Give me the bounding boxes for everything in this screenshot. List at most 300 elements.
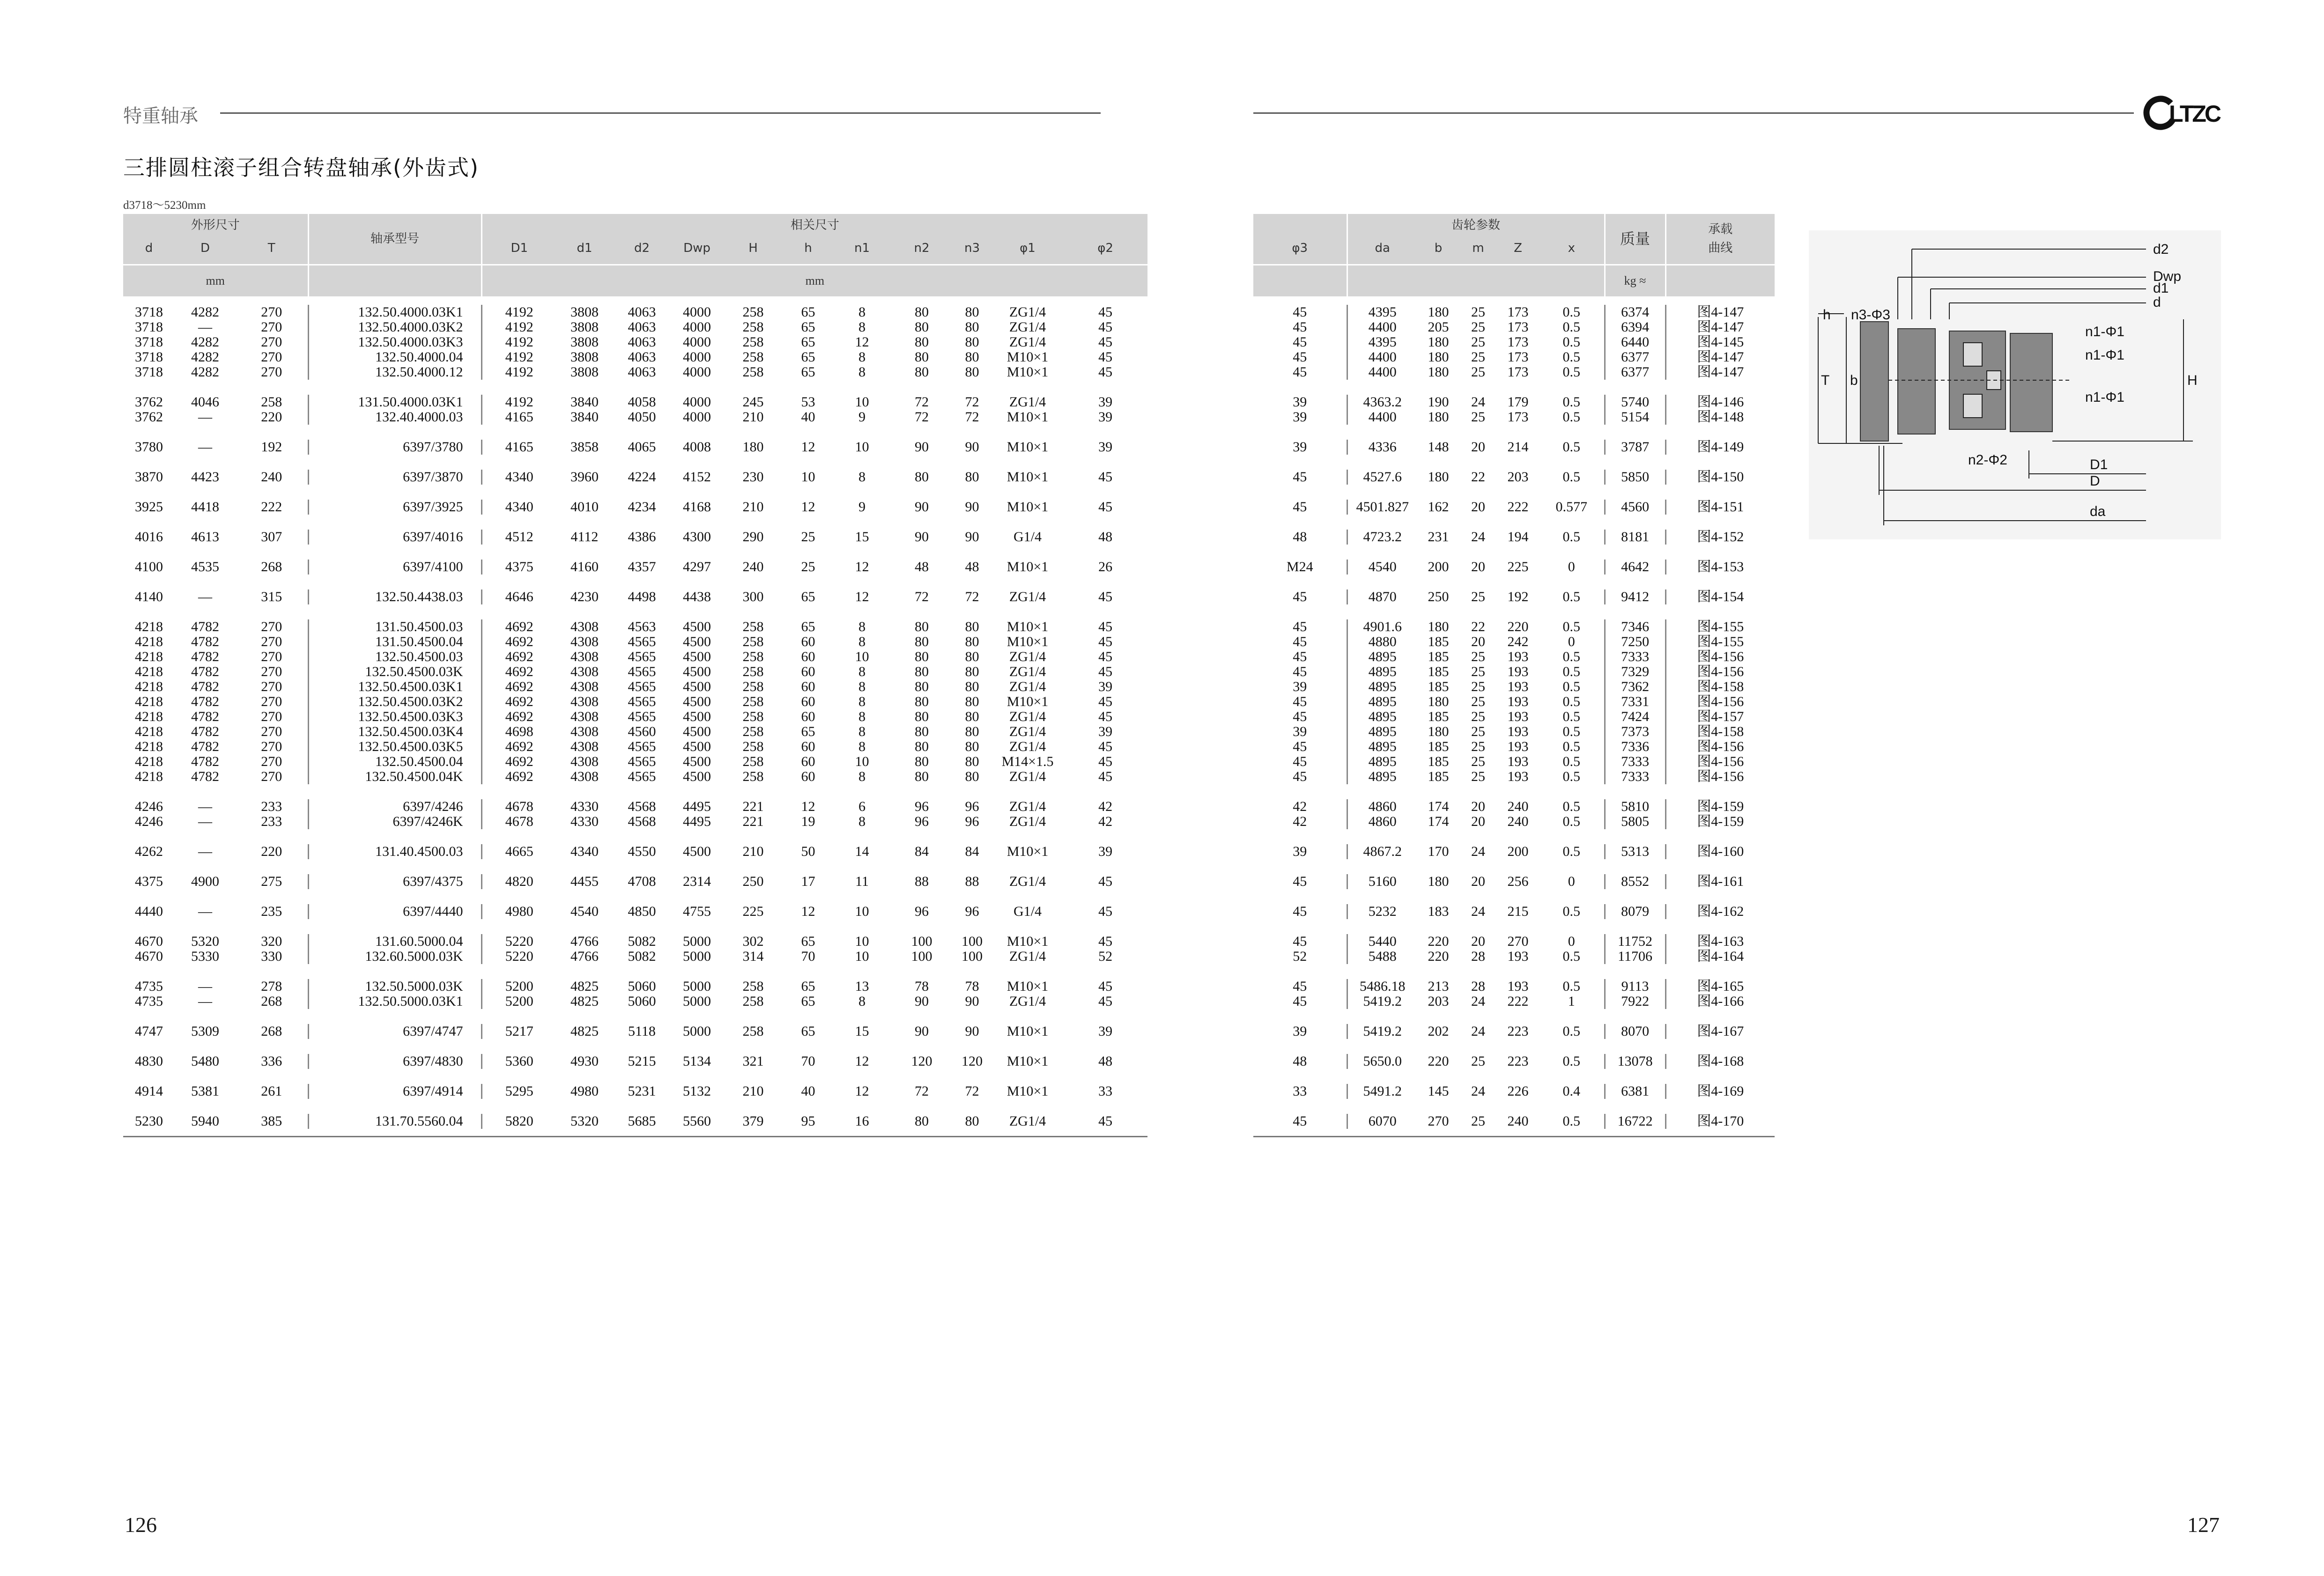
table-cell: 4336 [1347, 440, 1417, 455]
table-cell: 45 [1293, 469, 1307, 485]
table-cell: 6377 [1605, 365, 1665, 380]
table-cell: 180 [1428, 364, 1449, 380]
table-cell: 0.5 [1562, 769, 1581, 784]
table-cell: 6397/4016 [308, 530, 481, 545]
table-cell: 10 [855, 949, 869, 964]
table-cell: 314 [742, 949, 764, 964]
table-cell: 193 [1507, 769, 1529, 784]
table-cell: 5060 [628, 994, 656, 1009]
table-cell: 222 [1507, 499, 1529, 515]
table-cell: 193 [1507, 754, 1529, 769]
table-cell: 4063 [628, 319, 656, 335]
table-cell: 270 [261, 634, 282, 649]
table-cell: 4500 [683, 694, 711, 709]
table-cell: ZG1/4 [1009, 814, 1046, 829]
table-cell: 4565 [628, 769, 656, 784]
table-cell: 4692 [481, 694, 556, 709]
table-cell: 52 [1293, 949, 1307, 964]
table-cell: 48 [915, 559, 929, 574]
spacer-cell [1253, 784, 1775, 799]
table-cell: 60 [801, 754, 815, 769]
table-cell: 80 [915, 1113, 929, 1129]
table-row [1253, 500, 1775, 515]
table-cell: 231 [1428, 529, 1449, 545]
table-cell: 0.5 [1562, 439, 1581, 455]
table-cell: 203 [1507, 469, 1529, 485]
table-cell: 39 [1098, 409, 1113, 425]
table-cell: 5082 [628, 934, 656, 949]
table-cell: 25 [1471, 589, 1485, 604]
table-cell: 5134 [683, 1053, 711, 1069]
table-cell: 12 [855, 559, 869, 574]
table-cell: 7346 [1605, 619, 1665, 634]
group-spacer [1253, 889, 1775, 904]
table-cell: 45 [1293, 649, 1307, 664]
table-cell: 4670 [135, 949, 163, 964]
table-header-row [123, 214, 1147, 233]
table-cell: 39 [1293, 394, 1307, 410]
table-cell: 4782 [191, 664, 219, 679]
table-cell: 202 [1428, 1024, 1449, 1039]
table-cell: 5200 [481, 979, 556, 994]
table-cell: 5132 [683, 1083, 711, 1099]
table-cell: 205 [1428, 319, 1449, 335]
spacer-cell [123, 515, 1147, 530]
group-spacer [123, 485, 1147, 500]
table-cell: 258 [742, 769, 764, 784]
table-cell: 8079 [1605, 904, 1665, 919]
table-cell: 4708 [628, 874, 656, 889]
table-cell: 4512 [481, 530, 556, 545]
table-cell: 45 [1293, 754, 1307, 769]
diagram-label-n1: n1-Φ1 [2085, 390, 2124, 405]
table-cell: 11706 [1605, 949, 1665, 964]
table-cell: 图4-163 [1665, 934, 1775, 949]
table-row [1253, 395, 1775, 410]
table-cell: 4565 [628, 694, 656, 709]
table-cell: 80 [915, 469, 929, 485]
group-spacer [1253, 829, 1775, 844]
table-cell: 0.5 [1562, 589, 1581, 604]
table-cell: 80 [915, 679, 929, 694]
table-cell: 3718 [135, 349, 163, 365]
table-cell: 42 [1098, 799, 1113, 814]
table-cell: M10×1 [1007, 559, 1049, 574]
table-row [1253, 365, 1775, 380]
table-cell: 60 [801, 634, 815, 649]
table-cell: 25 [1471, 1113, 1485, 1129]
table-cell: 3762 [135, 409, 163, 425]
table-cell: 72 [915, 409, 929, 425]
table-cell: 4308 [570, 694, 599, 709]
table-cell: 25 [1471, 724, 1485, 739]
table-cell: 132.60.5000.03K [308, 949, 481, 964]
table-cell: 222 [261, 499, 282, 515]
table-end [123, 1129, 1147, 1136]
table-cell: 220 [1507, 619, 1529, 634]
diagram-label-d: d [2153, 295, 2161, 310]
group-spacer [123, 829, 1147, 844]
unit-row [123, 265, 1147, 296]
table-cell: 148 [1428, 439, 1449, 455]
table-cell: 185 [1428, 664, 1449, 679]
table-cell: 6 [859, 799, 866, 814]
table-row [123, 335, 1147, 350]
table-cell: 4825 [570, 1024, 599, 1039]
group-spacer [1253, 604, 1775, 619]
table-cell: 72 [965, 1083, 979, 1099]
table-cell: 270 [261, 724, 282, 739]
table-cell: 图4-156 [1665, 754, 1775, 769]
table-cell: ZG1/4 [1009, 724, 1046, 739]
table-cell: 39 [1293, 1024, 1307, 1039]
table-cell: 200 [1507, 844, 1529, 859]
table-cell: 6070 [1347, 1114, 1417, 1129]
table-cell: 80 [915, 694, 929, 709]
table-cell: 268 [261, 559, 282, 574]
table-cell: 10 [855, 439, 869, 455]
table-cell: 4782 [191, 619, 219, 634]
table-row [1253, 320, 1775, 335]
table-cell: ZG1/4 [1009, 799, 1046, 814]
spacer-cell [1253, 1009, 1775, 1024]
table-body [1253, 296, 1775, 1136]
spacer-cell [1253, 380, 1775, 395]
table-cell: 4527.6 [1347, 470, 1417, 485]
table-cell: 45 [1098, 1113, 1113, 1129]
table-cell: 图4-151 [1665, 500, 1775, 515]
table-cell: ZG1/4 [1009, 1113, 1046, 1129]
table-cell: 45 [1098, 349, 1113, 365]
table-cell: 5309 [191, 1024, 219, 1039]
table-cell: 258 [742, 619, 764, 634]
table-cell: 4560 [1605, 500, 1665, 515]
table-cell: 5740 [1605, 395, 1665, 410]
table-cell: 9 [859, 499, 866, 515]
group-spacer [1253, 784, 1775, 799]
table-cell: 5381 [191, 1083, 219, 1099]
group-spacer [1253, 485, 1775, 500]
table-cell: 39 [1098, 394, 1113, 410]
table-cell: 5313 [1605, 844, 1665, 859]
table-cell: 4192 [481, 305, 556, 320]
table-cell: 45 [1293, 499, 1307, 515]
table-cell: 45 [1098, 364, 1113, 380]
table-cell: 4563 [628, 619, 656, 634]
table-row [1253, 440, 1775, 455]
table-cell: 258 [742, 634, 764, 649]
table-cell: 0.5 [1562, 1053, 1581, 1069]
table-cell: 5419.2 [1347, 1024, 1417, 1039]
group-spacer [1253, 425, 1775, 440]
table-cell: 4895 [1347, 664, 1417, 679]
table-cell: 40 [801, 1083, 815, 1099]
table-cell: 132.50.4500.03K5 [308, 739, 481, 754]
table-cell: 0.5 [1562, 1024, 1581, 1039]
bearing-dimension-table [123, 214, 1147, 1137]
table-cell: 132.50.5000.03K [308, 979, 481, 994]
table-cell: 5320 [570, 1113, 599, 1129]
group-spacer [123, 859, 1147, 874]
table-cell: 290 [742, 529, 764, 545]
table-cell: 图4-166 [1665, 994, 1775, 1009]
table-cell: 0.5 [1562, 1113, 1581, 1129]
table-cell: 4000 [683, 334, 711, 350]
table-cell: 6397/4440 [308, 904, 481, 919]
table-cell: 0.5 [1562, 709, 1581, 724]
table-cell: 320 [261, 934, 282, 949]
group-spacer [123, 604, 1147, 619]
table-cell: 80 [965, 364, 979, 380]
table-cell: 5360 [481, 1054, 556, 1069]
spacer-cell [1253, 919, 1775, 934]
group-spacer [1253, 919, 1775, 934]
table-cell: 65 [801, 364, 815, 380]
table-cell: 图4-168 [1665, 1054, 1775, 1069]
table-row [123, 799, 1147, 814]
col-header: d1 [556, 233, 613, 265]
table-cell: 250 [742, 874, 764, 889]
table-cell: 80 [915, 739, 929, 754]
table-cell: 258 [261, 394, 282, 410]
table-cell: 80 [965, 334, 979, 350]
table-cell: 4782 [191, 724, 219, 739]
table-cell: 258 [742, 754, 764, 769]
table-cell: 3840 [570, 409, 599, 425]
table-cell: 0.4 [1562, 1083, 1581, 1099]
table-row [123, 440, 1147, 455]
table-row [123, 470, 1147, 485]
table-cell: 80 [965, 694, 979, 709]
table-cell: 4901.6 [1347, 619, 1417, 634]
table-cell: 0.5 [1562, 949, 1581, 964]
diagram-label-n3: n3-Φ3 [1851, 307, 1890, 323]
table-cell: 4565 [628, 739, 656, 754]
table-cell: 60 [801, 709, 815, 724]
bearing-cross-section-diagram [1809, 230, 2221, 539]
table-cell: 4140 [135, 589, 163, 604]
table-cell: 214 [1507, 439, 1529, 455]
table-cell: 72 [915, 394, 929, 410]
table-cell: 258 [742, 1024, 764, 1039]
table-row [123, 994, 1147, 1009]
table-row [123, 694, 1147, 709]
unit-label: mm [481, 265, 1147, 296]
table-cell: 45 [1293, 934, 1307, 949]
spacer-cell [123, 859, 1147, 874]
unit-row [1253, 265, 1775, 296]
table-cell: 270 [261, 739, 282, 754]
table-cell: 173 [1507, 319, 1529, 335]
table-cell: 12 [801, 499, 815, 515]
table-cell: 96 [915, 904, 929, 919]
table-cell: 80 [965, 769, 979, 784]
diagram-label-h: h [1823, 307, 1831, 323]
table-cell: 4782 [191, 634, 219, 649]
gear-parameter-table [1253, 214, 1775, 1137]
table-cell: 4218 [135, 754, 163, 769]
col-header: da [1347, 233, 1417, 265]
table-cell: 6381 [1605, 1084, 1665, 1099]
table-cell: 258 [742, 649, 764, 664]
table-cell: 3808 [570, 334, 599, 350]
table-cell: 4246 [135, 799, 163, 814]
table-cell: G1/4 [1014, 529, 1042, 545]
table-cell: 6374 [1605, 305, 1665, 320]
table-cell: 5805 [1605, 814, 1665, 829]
table-cell: 图4-149 [1665, 440, 1775, 455]
row-spacer [123, 296, 1147, 305]
table-cell: 4850 [628, 904, 656, 919]
table-cell: 6397/3780 [308, 440, 481, 455]
table-cell: 4308 [570, 664, 599, 679]
table-cell: 24 [1471, 844, 1485, 859]
table-cell: 图4-164 [1665, 949, 1775, 964]
table-cell: 48 [1293, 529, 1307, 545]
table-cell: 4308 [570, 754, 599, 769]
table-cell: 25 [1471, 319, 1485, 335]
table-cell: 270 [261, 304, 282, 320]
table-cell: 25 [1471, 409, 1485, 425]
table-cell: 45 [1293, 334, 1307, 350]
table-cell: 45 [1098, 664, 1113, 679]
table-cell: 45 [1293, 694, 1307, 709]
table-cell: 图4-156 [1665, 664, 1775, 679]
table-cell: 330 [261, 949, 282, 964]
table-cell: 131.40.4500.03 [308, 844, 481, 859]
group-spacer [123, 919, 1147, 934]
table-row [123, 1054, 1147, 1069]
spacer-cell [1253, 1039, 1775, 1054]
table-cell: 6377 [1605, 350, 1665, 365]
spacer-cell [123, 604, 1147, 619]
table-cell: M10×1 [1007, 499, 1049, 515]
table-cell: 80 [965, 319, 979, 335]
table-cell: 4000 [683, 394, 711, 410]
table-cell: 210 [742, 499, 764, 515]
table-cell: 183 [1428, 904, 1449, 919]
table-cell: 45 [1293, 664, 1307, 679]
table-cell: 7333 [1605, 769, 1665, 784]
table-cell: 0 [1568, 934, 1575, 949]
table-cell: 131.60.5000.04 [308, 934, 481, 949]
table-cell: 0.5 [1562, 304, 1581, 320]
table-cell: 45 [1293, 979, 1307, 994]
col-header: n1 [833, 233, 891, 265]
table-cell: 5419.2 [1347, 994, 1417, 1009]
table-cell: 315 [261, 589, 282, 604]
col-header: x [1539, 233, 1605, 265]
table-cell: 60 [801, 694, 815, 709]
table-cell: 3780 [135, 439, 163, 455]
group-spacer [1253, 1039, 1775, 1054]
table-cell: 132.50.4500.03 [308, 649, 481, 664]
table-cell: 321 [742, 1053, 764, 1069]
table-cell: 20 [1471, 799, 1485, 814]
table-cell: ZG1/4 [1009, 874, 1046, 889]
table-cell: 4692 [481, 679, 556, 694]
table-row [1253, 305, 1775, 320]
table-cell: 185 [1428, 679, 1449, 694]
group-spacer [1253, 1099, 1775, 1114]
table-cell: 8181 [1605, 530, 1665, 545]
table-cell: 72 [915, 589, 929, 604]
table-cell: 5118 [628, 1024, 656, 1039]
table-cell: 173 [1507, 364, 1529, 380]
table-cell: 4308 [570, 724, 599, 739]
table-cell: 7922 [1605, 994, 1665, 1009]
table-cell: 132.50.4000.04 [308, 350, 481, 365]
table-cell: 45 [1293, 769, 1307, 784]
group-spacer [123, 1009, 1147, 1024]
table-cell: ZG1/4 [1009, 304, 1046, 320]
table-cell: 80 [915, 319, 929, 335]
table-cell: 4500 [683, 619, 711, 634]
table-row [1253, 335, 1775, 350]
table-cell: 4234 [628, 499, 656, 515]
table-cell: 39 [1098, 679, 1113, 694]
table-cell: 24 [1471, 1083, 1485, 1099]
table-body [123, 296, 1147, 1136]
table-cell: 3960 [570, 469, 599, 485]
group-spacer [1253, 574, 1775, 589]
table-cell: 78 [915, 979, 929, 994]
table-cell: 4900 [191, 874, 219, 889]
table-cell: 4440 [135, 904, 163, 919]
table-cell: 4050 [628, 409, 656, 425]
table-cell: 180 [1428, 619, 1449, 634]
table-cell: 4930 [570, 1053, 599, 1069]
table-cell: 193 [1507, 679, 1529, 694]
table-cell: 15 [855, 1024, 869, 1039]
table-cell: 5940 [191, 1113, 219, 1129]
table-cell: 4168 [683, 499, 711, 515]
table-cell: 226 [1507, 1083, 1529, 1099]
table-cell: 4535 [191, 559, 219, 574]
diagram-label-n2: n2-Φ2 [1968, 452, 2007, 468]
table-cell: 233 [261, 799, 282, 814]
table-row [123, 500, 1147, 515]
table-cell: 图4-152 [1665, 530, 1775, 545]
table-cell: 45 [1293, 709, 1307, 724]
table-cell: 4692 [481, 634, 556, 649]
table-cell: M10×1 [1007, 619, 1049, 634]
table-cell: 4692 [481, 754, 556, 769]
table-cell: 10 [855, 394, 869, 410]
table-cell: M10×1 [1007, 934, 1049, 949]
table-cell: 193 [1507, 949, 1529, 964]
table-cell: 4565 [628, 679, 656, 694]
table-cell: 4500 [683, 709, 711, 724]
table-row [1253, 410, 1775, 425]
table-cell: 5230 [135, 1113, 163, 1129]
table-cell: 4568 [628, 799, 656, 814]
table-cell: 190 [1428, 394, 1449, 410]
table-row [123, 410, 1147, 425]
table-cell: 33 [1293, 1083, 1307, 1099]
table-cell: 6397/4375 [308, 874, 481, 889]
table-cell: 4192 [481, 365, 556, 380]
table-cell: 230 [742, 469, 764, 485]
table-cell: 4698 [481, 724, 556, 739]
spacer-cell [123, 964, 1147, 979]
table-cell: 4063 [628, 304, 656, 320]
table-cell: 90 [915, 499, 929, 515]
table-cell: — [198, 439, 212, 455]
table-cell: 28 [1471, 979, 1485, 994]
table-cell: 4016 [135, 529, 163, 545]
table-row [1253, 814, 1775, 829]
